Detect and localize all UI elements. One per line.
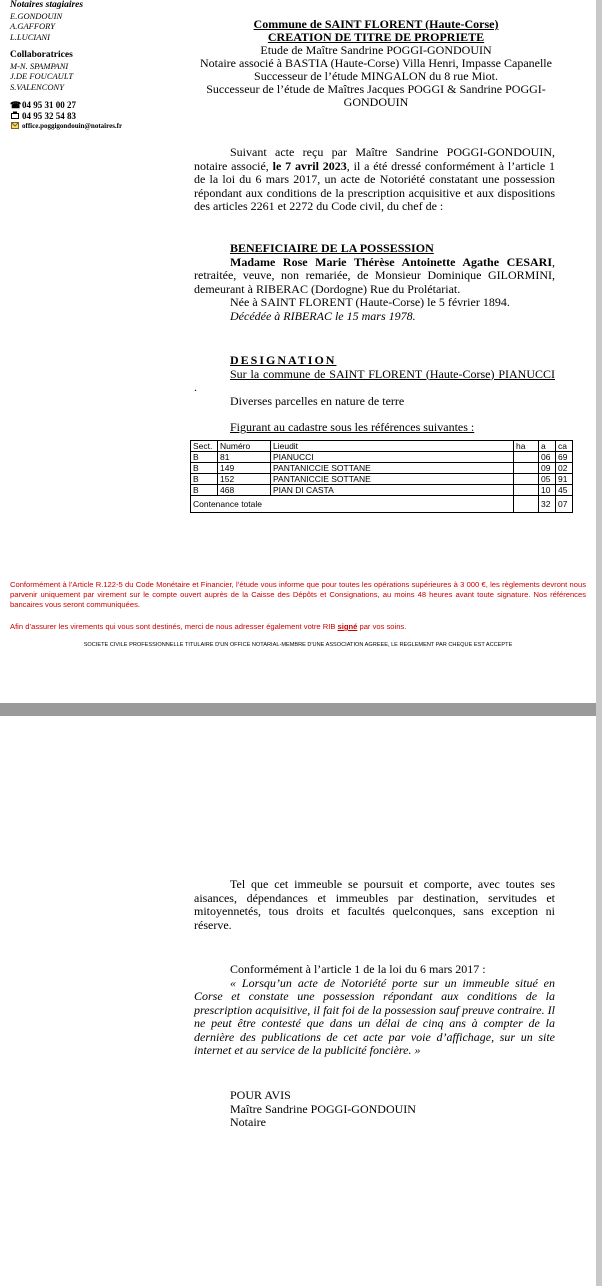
cell: 81: [218, 452, 271, 463]
etude-line: Etude de Maître Sandrine POGGI-GONDOUIN: [260, 43, 492, 57]
header-cell: Lieudit: [271, 441, 514, 452]
document-page-2: [0, 716, 596, 1286]
telephone-icon: ☎: [10, 100, 22, 111]
cell: 06: [539, 452, 556, 463]
intro-paragraph: [194, 146, 555, 214]
cell: 10: [539, 485, 556, 496]
address-line: Notaire associé à BASTIA (Haute-Corse) Villa Henri, Impasse Capanelle: [200, 56, 552, 70]
cell: PANTANICCIE SOTTANE: [271, 474, 514, 485]
cell: 69: [556, 452, 573, 463]
cell: PIANUCCI: [271, 452, 514, 463]
table-row: [191, 474, 573, 485]
beneficiaire-section: [194, 242, 555, 323]
parcel-nature: Diverses parcelles en nature de terre: [230, 393, 405, 408]
loi-quote: « Lorsqu’un acte de Notoriété porte sur un immeuble situé en Corse et constate une possession répondant aux conditions de la prescription acquisitive, il fait foi de la possession sauf preuve contraire. Il ne peut être contesté que dans un délai de cinq ans à compter de la dernière des publications de cet acte par voie d’affichage, sur un site internet et au service de la publicité foncière. »: [194, 975, 555, 1057]
rib-text: Afin d’assurer les virements qui vous sont destinés, merci de nous adresser également votre RIB: [10, 622, 338, 631]
collaboratrice-name: S.VALENCONY: [10, 81, 64, 92]
header-cell: Sect.: [191, 441, 218, 452]
cell: 468: [218, 485, 271, 496]
collaboratrices-heading: Collaboratrices: [10, 50, 73, 60]
pour-avis: POUR AVIS: [230, 1088, 291, 1102]
signature-block: [194, 1089, 555, 1130]
office-sidebar: [10, 0, 140, 132]
rib-text-end: par vos soins.: [357, 622, 407, 631]
cell: [514, 463, 539, 474]
cadastre-table: [190, 440, 573, 513]
table-row: [191, 463, 573, 474]
total-ha: [514, 496, 539, 513]
intro-text: Suivant acte reçu par Maître Sandrine POGGI-GONDOUIN, notaire associé,: [194, 145, 555, 173]
table-row: [191, 452, 573, 463]
designation-title: DESIGNATION: [230, 353, 337, 367]
vertical-scrollbar[interactable]: [596, 0, 602, 1286]
cell: 09: [539, 463, 556, 474]
notary-title: Notaire: [230, 1115, 266, 1129]
cadastre-intro: Figurant au cadastre sous les références suivantes :: [230, 420, 475, 434]
cell: 05: [539, 474, 556, 485]
email-line: [10, 121, 140, 132]
office-footer: SOCIETE CIVILE PROFESSIONNELLE TITULAIRE D'UN OFFICE NOTARIAL-MEMBRE D'UNE ASSOCIATION AGREEE, LE REGLEMENT PAR CHEQUE EST ACCEPTE: [83, 642, 513, 648]
total-label: Contenance totale: [191, 496, 514, 513]
header-cell: Numéro: [218, 441, 271, 452]
cell: [514, 452, 539, 463]
stagiaire-name: E.GONDOUIN: [10, 10, 63, 21]
stagiaire-name: A.GAFFORY: [10, 21, 55, 31]
cell: 152: [218, 474, 271, 485]
rib-notice: [10, 622, 586, 632]
phone-line: [10, 100, 140, 111]
beneficiaire-name: Madame Rose Marie Thérèse Antoinette Agathe CESARI: [230, 254, 552, 269]
immeuble-text: Tel que cet immeuble se poursuit et comporte, avec toutes ses aisances, dépendances et immeubles par destination, servitudes et mitoyennetés, tous droits et facultés quelconques, sans exception ni réserve.: [194, 877, 555, 932]
death-line: Décédée à RIBERAC le 15 mars 1978.: [230, 308, 416, 323]
successeur-line: Successeur de l’étude MINGALON du 8 rue Miot.: [254, 69, 498, 83]
act-date: le 7 avril 2023: [272, 158, 347, 173]
beneficiaire-title: BENEFICIAIRE DE LA POSSESSION: [230, 241, 434, 255]
successeur-line-2: Successeur de l’étude de Maîtres Jacques POGGI & Sandrine POGGI-: [206, 82, 546, 96]
beneficiaire-details: , retraitée, veuve, non remariée, de Monsieur Dominique GILORMINI, demeurant à RIBERAC (Dordogne) Rue du Prolétariat.: [194, 254, 555, 296]
collaboratrice-name: J.DE FOUCAULT: [10, 71, 74, 81]
cell: PANTANICCIE SOTTANE: [271, 463, 514, 474]
commune-lieudit: Sur la commune de SAINT FLORENT (Haute-Corse) PIANUCCI: [230, 366, 555, 381]
total-a: 32: [539, 496, 556, 513]
total-ca: 07: [556, 496, 573, 513]
commune-title: Commune de SAINT FLORENT (Haute-Corse): [253, 17, 499, 31]
envelope-icon: [10, 121, 19, 131]
cell: B: [191, 463, 218, 474]
page-separator: [0, 703, 602, 716]
cell: 45: [556, 485, 573, 496]
birth-line: Née à SAINT FLORENT (Haute-Corse) le 5 février 1894.: [230, 295, 510, 309]
cell: B: [191, 485, 218, 496]
table-total-row: [191, 496, 573, 513]
punctuation: .: [194, 380, 197, 394]
table-row: [191, 485, 573, 496]
fax-icon: [10, 111, 19, 121]
loi-intro: Conformément à l’article 1 de la loi du 6 mars 2017 :: [230, 962, 486, 976]
cell: 149: [218, 463, 271, 474]
intro-text-end: , il a été dressé conformément à l’article 1 de la loi du 6 mars 2017, un acte de Notoriété constatant une possession répondant aux conditions de la prescription acquisitive et aux dispositions des articles 2261 et 2272 du Code civil, du chef de :: [194, 158, 556, 213]
cell: [514, 485, 539, 496]
cell: [514, 474, 539, 485]
stagiaire-name: L.LUCIANI: [10, 31, 50, 42]
immeuble-paragraph: [194, 878, 555, 932]
cell: 02: [556, 463, 573, 474]
successeur-line-2-end: GONDOUIN: [343, 95, 409, 109]
stagiaires-heading: Notaires stagiaires: [10, 0, 84, 10]
payment-notice: Conformément à l’Article R.122-5 du Code Monétaire et Financier, l’étude vous informe que pour toutes les opérations supérieures à 3 000 €, les règlements devront nous parvenir uniquement par virement sur le compte ouvert auprès de la Caisse des Dépôts et Consignations, au moins 48 heures avant toute signature. Nos références bancaires vous seront communiquées.: [10, 580, 586, 609]
notary-name: Maître Sandrine POGGI-GONDOUIN: [230, 1101, 416, 1116]
loi-paragraph: [194, 963, 555, 1058]
header-cell: a: [539, 441, 556, 452]
cell: 91: [556, 474, 573, 485]
email-address[interactable]: office.poggigondouin@notaires.fr: [22, 122, 123, 130]
header-cell: ca: [556, 441, 573, 452]
designation-section: [194, 354, 555, 435]
cell: B: [191, 452, 218, 463]
fax-line: [10, 111, 140, 122]
cell: PIAN DI CASTA: [271, 485, 514, 496]
cell: B: [191, 474, 218, 485]
fax-number: 04 95 32 54 83: [22, 110, 76, 121]
header-cell: ha: [514, 441, 539, 452]
notice-title: CREATION DE TITRE DE PROPRIETE: [267, 30, 485, 44]
collaboratrice-name: M-N. SPAMPANI: [10, 60, 69, 71]
table-header-row: [191, 441, 573, 452]
phone-number: 04 95 31 00 27: [22, 100, 76, 110]
notice-header: [180, 18, 572, 109]
rib-signed: signé: [337, 622, 358, 631]
